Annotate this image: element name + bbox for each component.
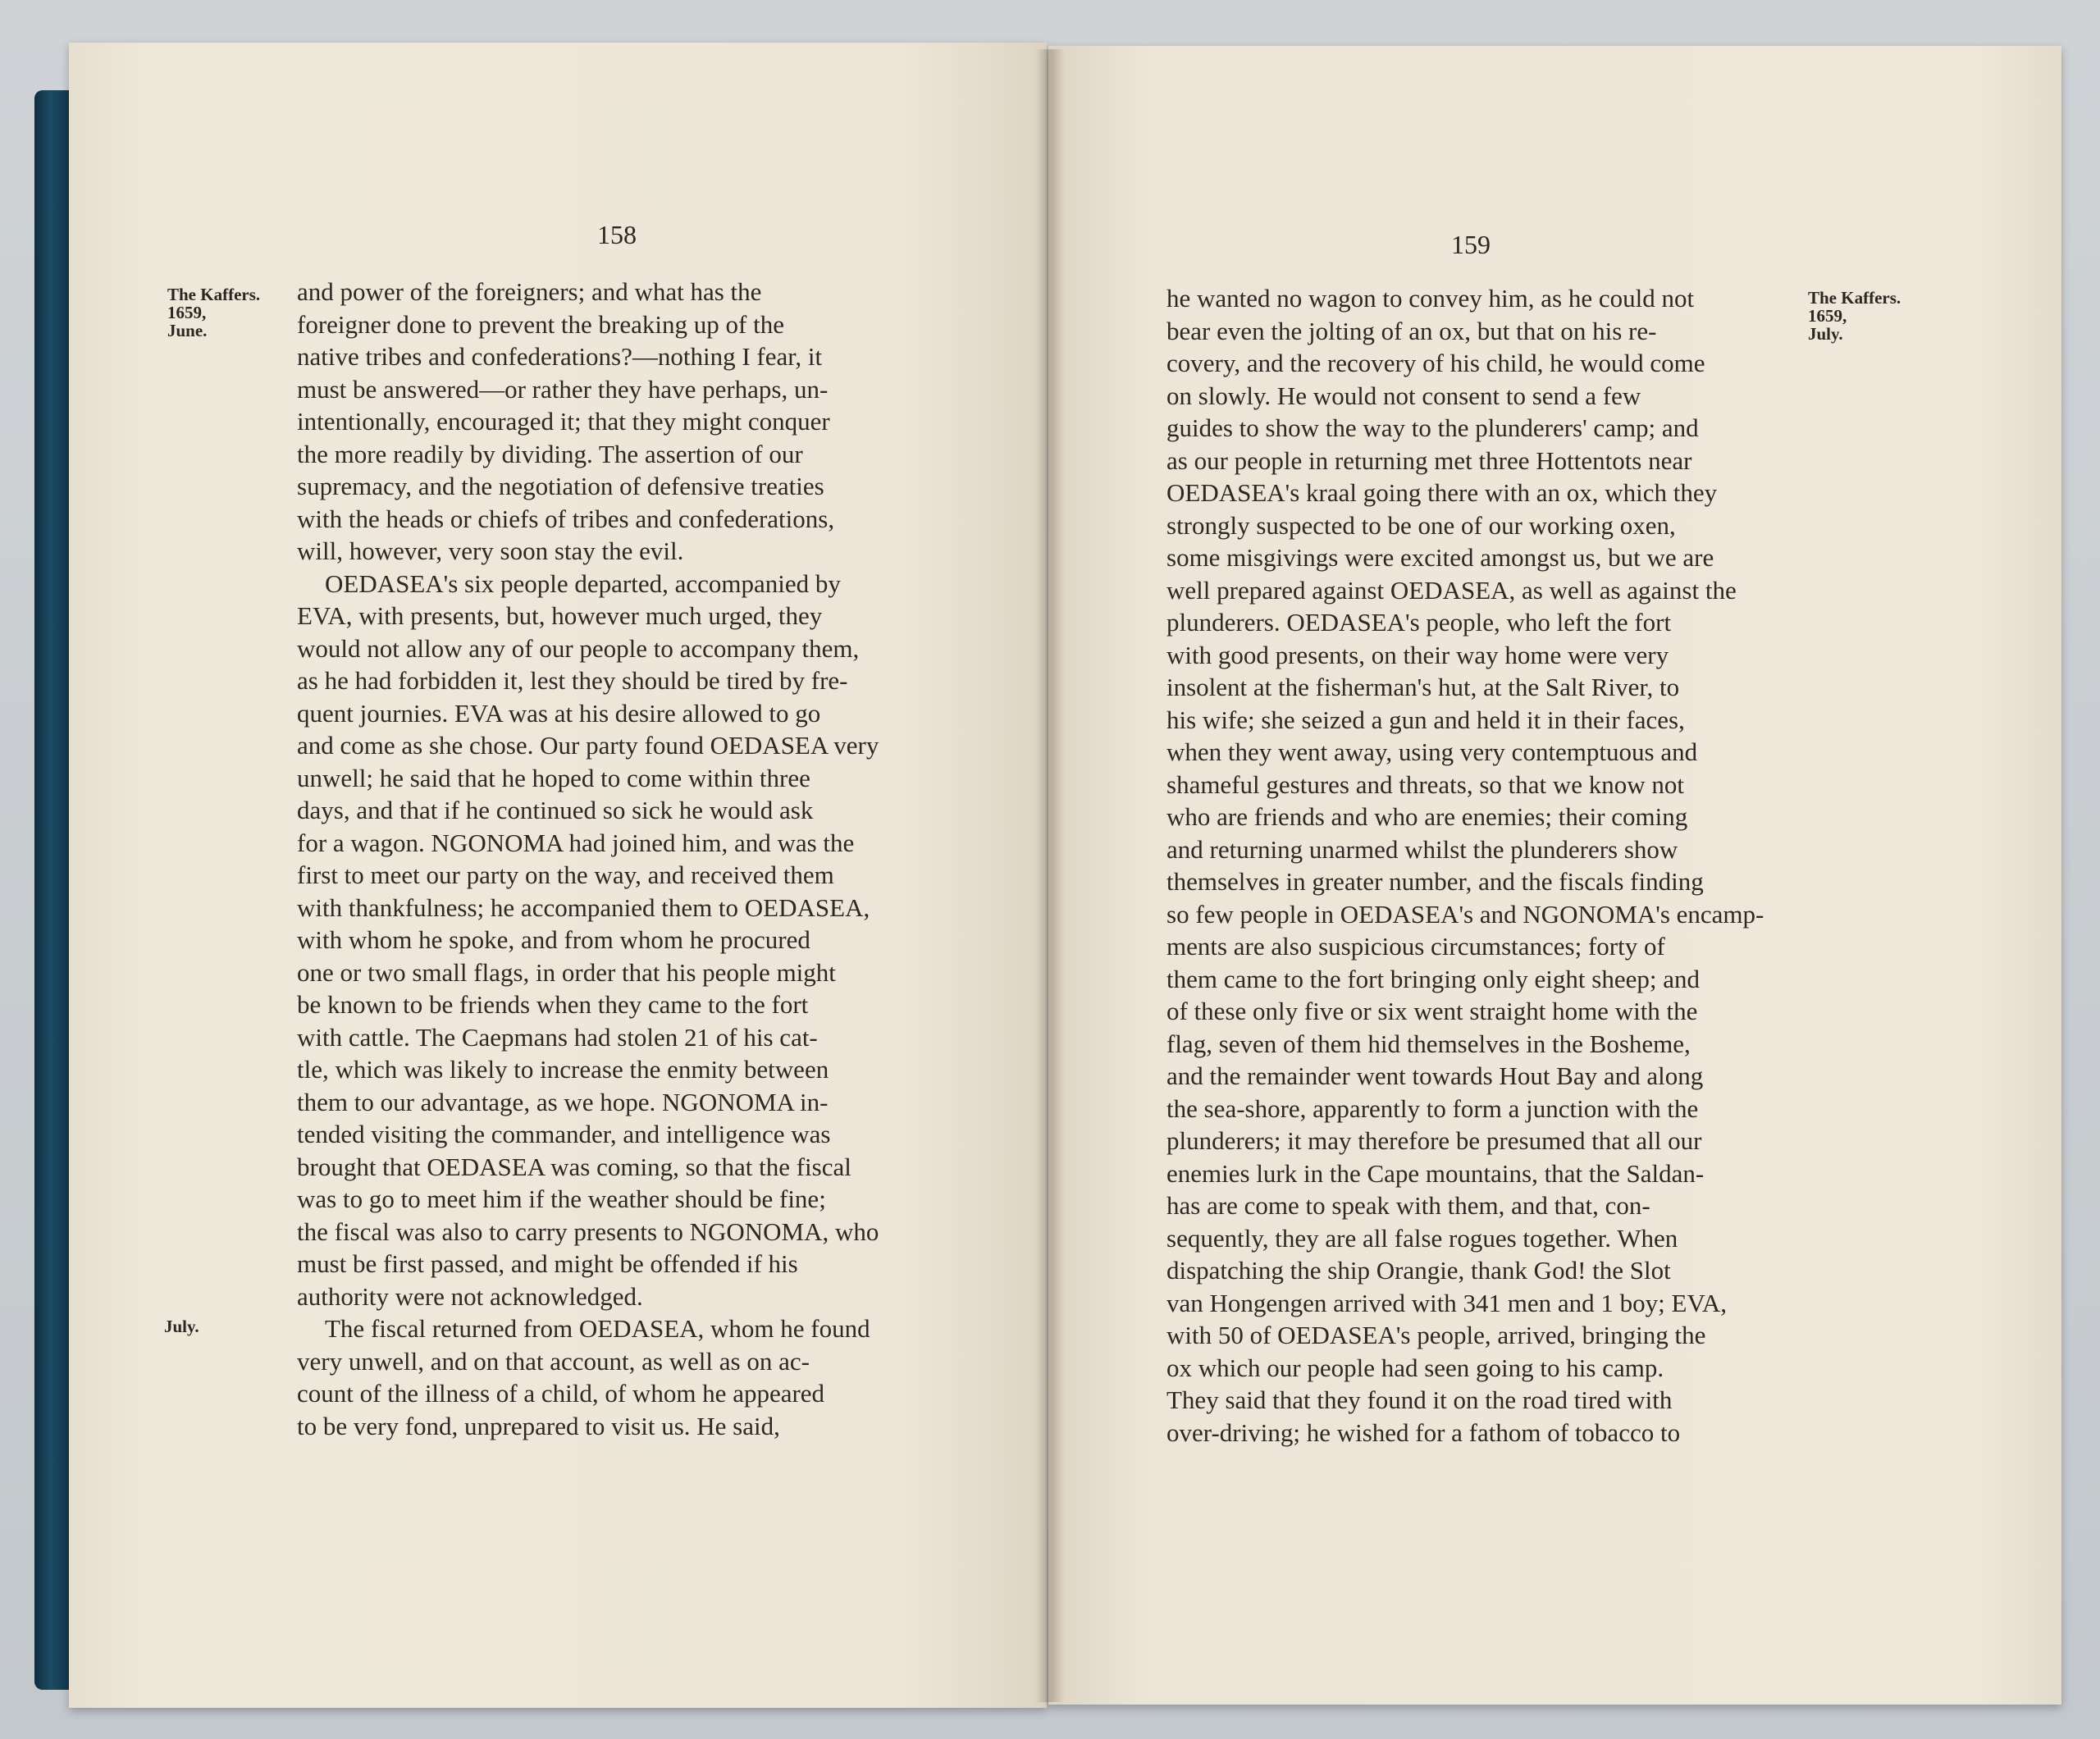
left-page-text — [297, 276, 937, 1442]
text-line: for a wagon. NGONOMA had joined him, and was the — [297, 828, 855, 857]
text-line: would not allow any of our people to accompany them, — [297, 633, 860, 663]
margin-note-line: The Kaffers. — [167, 285, 261, 304]
text-line: tended visiting the commander, and intelligence was — [297, 1120, 831, 1148]
book-cover-edge — [34, 90, 74, 1690]
text-line: so few people in OEDASEA's and NGONOMA's encamp- — [1166, 899, 1764, 929]
margin-note-left-1 — [167, 285, 260, 340]
text-line: them came to the fort bringing only eight sheep; and — [1166, 964, 1700, 993]
text-line: days, and that if he continued so sick he would ask — [297, 796, 814, 824]
text-line: who are friends and who are enemies; their coming — [1166, 802, 1688, 831]
text-line: brought that OEDASEA was coming, so that the fiscal — [297, 1152, 851, 1181]
text-line: native tribes and confederations?—nothing I fear, it — [297, 342, 823, 371]
text-line: OEDASEA's six people departed, accompanied by — [325, 568, 841, 598]
text-line: supremacy, and the negotiation of defensive treaties — [297, 472, 824, 500]
book-gutter — [1035, 49, 1065, 1702]
text-line: count of the illness of a child, of whom he appeared — [297, 1379, 825, 1408]
text-line: and come as she chose. Our party found OEDASEA very — [297, 731, 879, 760]
text-line: them to our advantage, as we hope. NGONOMA in- — [297, 1087, 829, 1116]
text-line: to be very fond, unprepared to visit us. He said, — [297, 1411, 780, 1440]
text-line: well prepared against OEDASEA, as well as against the — [1166, 575, 1737, 605]
margin-note-line: July. — [1808, 324, 1843, 344]
margin-note-line: June. — [167, 321, 208, 340]
text-line: ments are also suspicious circumstances; forty of — [1166, 932, 1665, 961]
text-line: the fiscal was also to carry presents to NGONOMA, who — [297, 1216, 879, 1246]
text-line: foreigner done to prevent the breaking up of the — [297, 309, 784, 339]
page-number-left: 158 — [597, 220, 637, 249]
text-line: be known to be friends when they came to the fort — [297, 990, 809, 1019]
text-line: guides to show the way to the plunderers' camp; and — [1166, 413, 1699, 442]
text-line: and the remainder went towards Hout Bay and along — [1166, 1061, 1704, 1090]
text-line: intentionally, encouraged it; that they might conquer — [297, 407, 830, 436]
text-line: with the heads or chiefs of tribes and confederations, — [297, 504, 835, 533]
text-line: They said that they found it on the road tired with — [1166, 1385, 1673, 1414]
text-line: plunderers; it may therefore be presumed that all our — [1166, 1126, 1702, 1155]
margin-note-line: July. — [164, 1317, 199, 1336]
text-line: enemies lurk in the Cape mountains, that the Saldan- — [1166, 1158, 1705, 1188]
text-line: themselves in greater number, and the fiscals finding — [1166, 867, 1704, 896]
text-line: has are come to speak with them, and that, con- — [1166, 1191, 1650, 1220]
text-line: first to meet our party on the way, and received them — [297, 860, 834, 889]
text-line: as our people in returning met three Hottentots near — [1166, 445, 1692, 475]
text-line: covery, and the recovery of his child, he would come — [1166, 349, 1705, 377]
text-line: tle, which was likely to increase the enmity between — [297, 1055, 829, 1084]
text-line: he wanted no wagon to convey him, as he could not — [1166, 284, 1695, 313]
text-line: shameful gestures and threats, so that we know not — [1166, 769, 1685, 799]
text-line: OEDASEA's kraal going there with an ox, which they — [1166, 478, 1718, 507]
text-line: over-driving; he wished for a fathom of tobacco to — [1166, 1417, 1681, 1447]
text-line: bear even the jolting of an ox, but that on his re- — [1166, 316, 1657, 345]
text-line: The fiscal returned from OEDASEA, whom he found — [325, 1314, 870, 1343]
text-line: van Hongengen arrived with 341 men and 1 boy; EVA, — [1166, 1288, 1728, 1317]
text-line: with good presents, on their way home were very — [1166, 640, 1669, 669]
margin-note-left-2 — [164, 1317, 199, 1335]
text-line: insolent at the fisherman's hut, at the Salt River, to — [1166, 673, 1680, 701]
text-line: will, however, very soon stay the evil. — [297, 536, 684, 565]
text-line: with 50 of OEDASEA's people, arrived, bringing the — [1166, 1321, 1706, 1349]
text-line: dispatching the ship Orangie, thank God! the Slot — [1166, 1256, 1671, 1285]
text-line: with cattle. The Caepmans had stolen 21 of his cat- — [297, 1022, 818, 1052]
text-line: strongly suspected to be one of our working oxen, — [1166, 510, 1676, 540]
text-line: must be answered—or rather they have perhaps, un- — [297, 374, 829, 404]
margin-note-right-1 — [1808, 289, 1901, 343]
text-line: of these only five or six went straight home with the — [1166, 997, 1698, 1025]
text-line: very unwell, and on that account, as well as on ac- — [297, 1346, 810, 1376]
text-line: with whom he spoke, and from whom he procured — [297, 925, 810, 954]
text-line: unwell; he said that he hoped to come within three — [297, 763, 810, 792]
text-line: flag, seven of them hid themselves in the Bosheme, — [1166, 1029, 1691, 1058]
margin-note-line: The Kaffers. — [1808, 288, 1901, 308]
text-line: ox which our people had seen going to his camp. — [1166, 1353, 1664, 1382]
margin-note-line: 1659, — [167, 303, 207, 322]
text-line: as he had forbidden it, lest they should be tired by fre- — [297, 666, 848, 695]
text-line: EVA, with presents, but, however much urged, they — [297, 601, 823, 630]
text-line: the more readily by dividing. The assertion of our — [297, 439, 803, 468]
text-line: some misgivings were excited amongst us, but we are — [1166, 543, 1714, 572]
text-line: the sea-shore, apparently to form a junction with the — [1166, 1093, 1699, 1123]
margin-note-line: 1659, — [1808, 306, 1847, 326]
page-number-right: 159 — [1451, 230, 1491, 259]
text-line: on slowly. He would not consent to send a few — [1166, 381, 1641, 410]
text-line: must be first passed, and might be offended if his — [297, 1249, 798, 1278]
text-line: and power of the foreigners; and what has the — [297, 277, 762, 306]
text-line: when they went away, using very contemptuous and — [1166, 737, 1698, 766]
text-line: quent journies. EVA was at his desire allowed to go — [297, 698, 821, 728]
text-line: with thankfulness; he accompanied them to OEDASEA, — [297, 892, 870, 922]
text-line: was to go to meet him if the weather should be fine; — [297, 1184, 826, 1213]
text-line: sequently, they are all false rogues together. When — [1166, 1223, 1678, 1253]
text-line: plunderers. OEDASEA's people, who left the fort — [1166, 608, 1672, 637]
right-page-text — [1166, 282, 1810, 1449]
text-line: one or two small flags, in order that his people might — [297, 957, 836, 987]
text-line: and returning unarmed whilst the plunderers show — [1166, 834, 1678, 864]
text-line: authority were not acknowledged. — [297, 1281, 643, 1311]
text-line: his wife; she seized a gun and held it in their faces, — [1166, 705, 1685, 734]
